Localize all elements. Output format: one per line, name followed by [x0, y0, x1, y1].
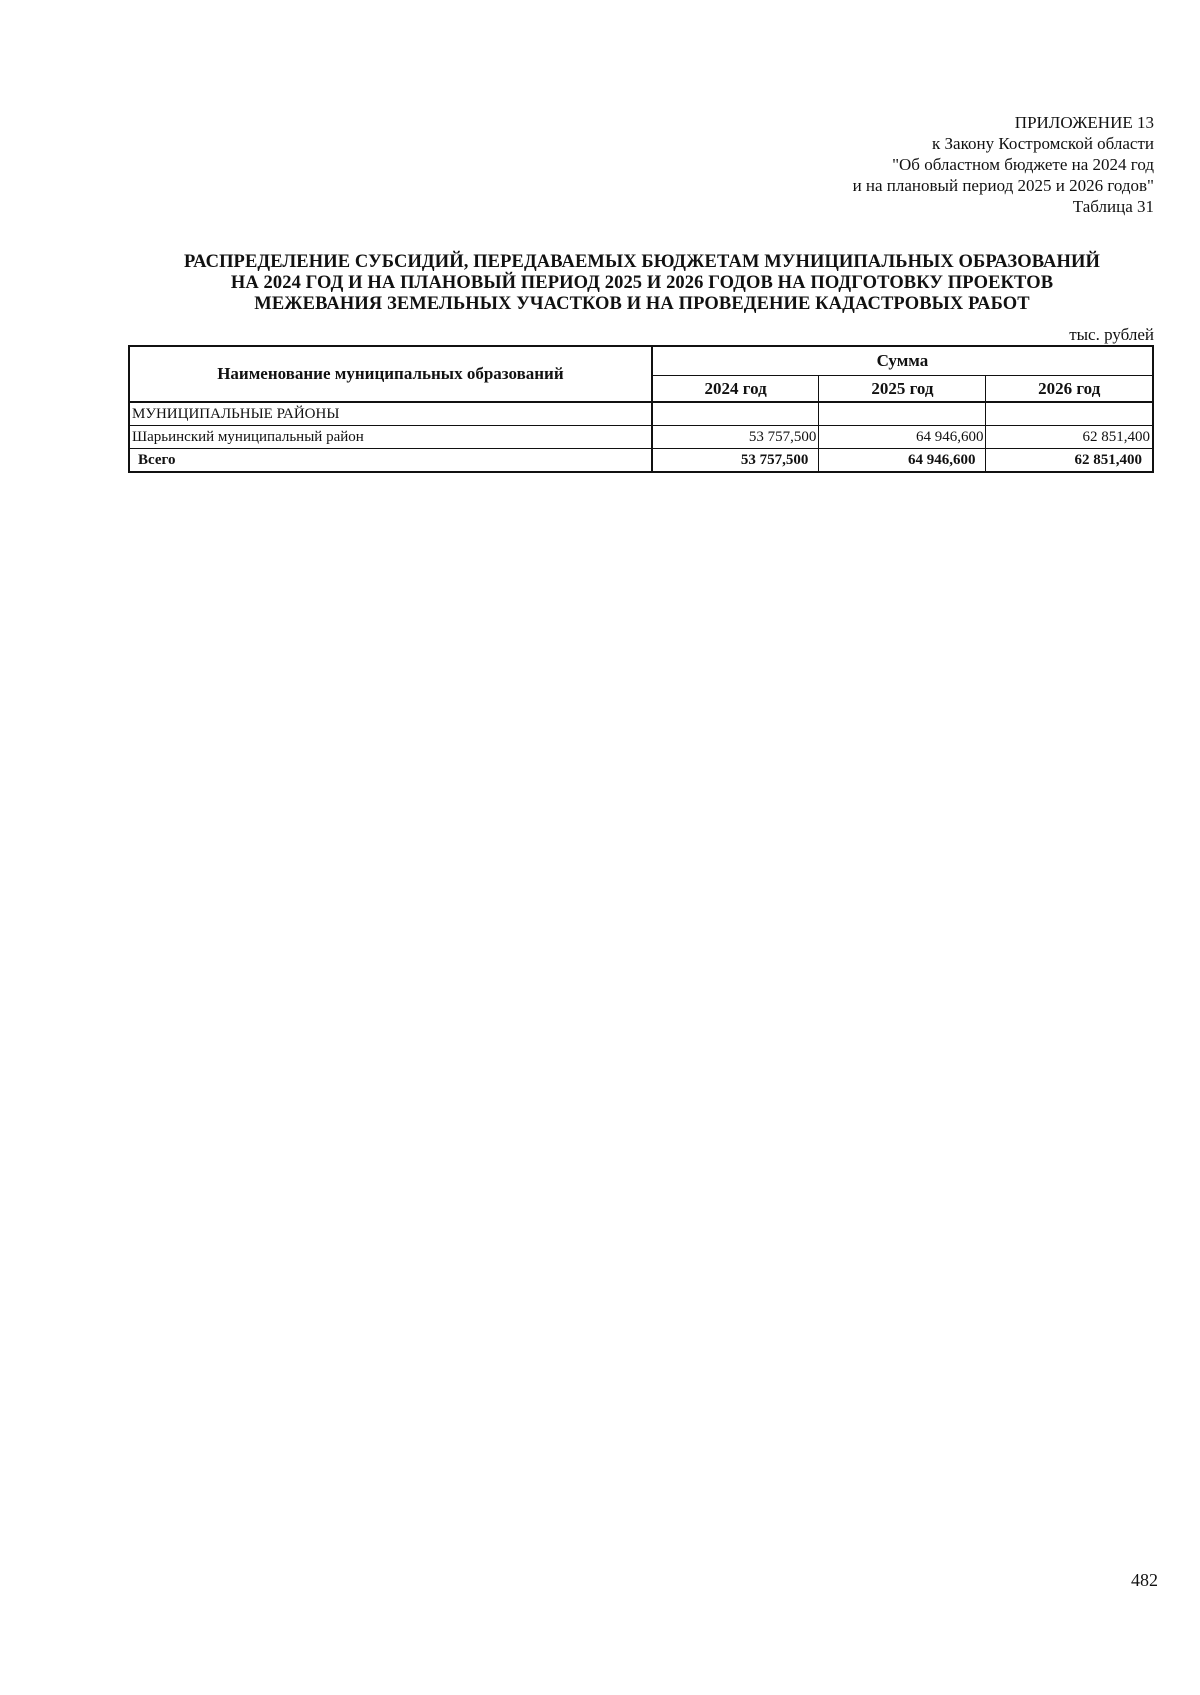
column-header-2024: 2024 год: [652, 376, 819, 403]
column-header-2026: 2026 год: [986, 376, 1153, 403]
row-value-2026: 62 851,400: [986, 426, 1153, 449]
column-header-2025: 2025 год: [819, 376, 986, 403]
units-label: тыс. рублей: [1069, 325, 1154, 344]
appendix-title: ПРИЛОЖЕНИЕ 13: [1014, 113, 1154, 132]
column-header-sum: Сумма: [652, 346, 1153, 376]
total-label: Всего: [129, 449, 652, 473]
total-value-2024: 53 757,500: [652, 449, 819, 473]
row-value-2026: [986, 402, 1153, 426]
column-header-name: Наименование муниципальных образований: [129, 346, 652, 402]
page-number: 482: [1131, 1570, 1158, 1590]
row-name: Шарьинский муниципальный район: [129, 426, 652, 449]
row-value-2024: 53 757,500: [652, 426, 819, 449]
row-name: МУНИЦИПАЛЬНЫЕ РАЙОНЫ: [129, 402, 652, 426]
table-number: Таблица 31: [1072, 197, 1154, 216]
total-value-2025: 64 946,600: [819, 449, 986, 473]
document-title-line2: НА 2024 ГОД И НА ПЛАНОВЫЙ ПЕРИОД 2025 И 2026 ГОДОВ НА ПОДГОТОВКУ ПРОЕКТОВ: [230, 273, 1054, 293]
table-row: [129, 402, 1153, 426]
table-header-row: [129, 346, 1153, 376]
appendix-law-reference: к Закону Костромской области: [932, 134, 1154, 153]
appendix-header: [853, 112, 1154, 217]
document-title-line1: РАСПРЕДЕЛЕНИЕ СУБСИДИЙ, ПЕРЕДАВАЕМЫХ БЮДЖЕТАМ МУНИЦИПАЛЬНЫХ ОБРАЗОВАНИЙ: [184, 252, 1100, 272]
appendix-law-name-line1: "Об областном бюджете на 2024 год: [892, 155, 1154, 174]
row-value-2025: [819, 402, 986, 426]
total-value-2026: 62 851,400: [986, 449, 1153, 473]
subsidy-table: [128, 345, 1154, 473]
appendix-law-name-line2: и на плановый период 2025 и 2026 годов": [852, 176, 1154, 195]
table-total-row: [129, 449, 1153, 473]
document-title: [120, 252, 1164, 315]
row-value-2024: [652, 402, 819, 426]
table-row: [129, 426, 1153, 449]
row-value-2025: 64 946,600: [819, 426, 986, 449]
document-title-line3: МЕЖЕВАНИЯ ЗЕМЕЛЬНЫХ УЧАСТКОВ И НА ПРОВЕДЕНИЕ КАДАСТРОВЫХ РАБОТ: [254, 294, 1030, 314]
